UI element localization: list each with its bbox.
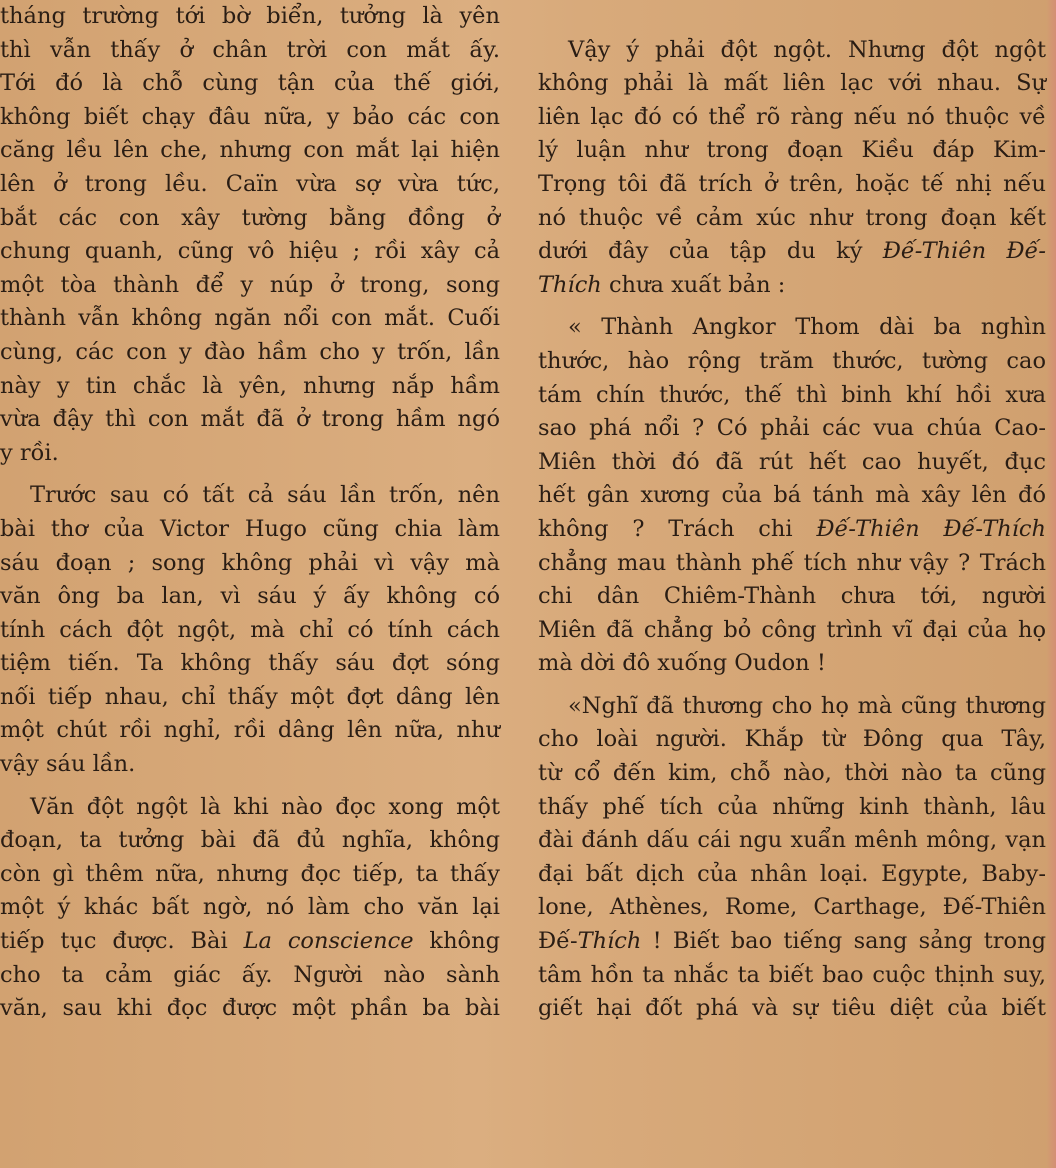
text-line: dưới đây của tập du ký Đế-Thiên Đế-	[538, 238, 1047, 265]
text-line: «Nghĩ đã thương cho họ mà cũng thương	[568, 692, 1046, 719]
text-line: đại bất dịch của nhân loại. Egypte, Baby-	[538, 860, 1046, 887]
text-line: thấy phế tích của những kinh thành, lâu	[538, 793, 1046, 820]
text-line: Tới đó là chỗ cùng tận của thế giới,	[0, 70, 500, 97]
text-line: thành vẫn không ngăn nổi con mắt. Cuối	[0, 305, 500, 332]
left-column	[0, 0, 500, 1026]
text-line: tiếp tục được. Bài La conscience không	[0, 928, 500, 955]
paragraph-gap	[0, 470, 500, 479]
paragraph-gap	[538, 302, 1046, 311]
text-line: chẳng mau thành phế tích như vậy ? Trách	[538, 549, 1046, 576]
text-line: tính cách đột ngột, mà chỉ có tính cách	[0, 616, 500, 643]
text-line: hết gân xương của bá tánh mà xây lên đó	[538, 482, 1046, 509]
text-line: không phải là mất liên lạc với nhau. Sự	[538, 70, 1046, 97]
text-line: một ý khác bất ngờ, nó làm cho văn lại	[0, 894, 500, 921]
text-line: Văn đột ngột là khi nào đọc xong một	[30, 793, 500, 820]
text-line: vừa đậy thì con mắt đã ở trong hầm ngó	[0, 406, 500, 433]
text-line: đài đánh dấu cái ngu xuẩn mênh mông, vạn	[538, 827, 1046, 854]
text-line: bắt các con xây tường bằng đồng ở	[0, 204, 500, 231]
text-line: lý luận như trong đoạn Kiều đáp Kim-	[538, 137, 1046, 164]
right-column	[538, 0, 1046, 1026]
text-line: y rồi.	[0, 439, 59, 466]
text-line: cho ta cảm giác ấy. Người nào sành	[0, 961, 500, 988]
text-line: này y tin chắc là yên, nhưng nắp hầm	[0, 372, 500, 399]
paragraph-gap	[0, 782, 500, 791]
text-line: thước, hào rộng trăm thước, tường cao	[538, 347, 1046, 374]
text-line: lone, Athènes, Rome, Carthage, Đế-Thiên	[538, 894, 1046, 921]
text-line: Đế-Thích ! Biết bao tiếng sang sảng trong	[538, 928, 1046, 955]
text-line: Miên đã chẳng bỏ công trình vĩ đại của họ	[538, 616, 1046, 643]
text-line: tháng trường tới bờ biển, tưởng là yên	[0, 3, 500, 29]
text-line: « Thành Angkor Thom dài ba nghìn	[568, 314, 1046, 341]
text-line: cùng, các con y đào hầm cho y trốn, lần	[0, 338, 500, 365]
paragraph-gap	[538, 681, 1046, 690]
text-line: nối tiếp nhau, chỉ thấy một đợt dâng lên	[0, 683, 500, 710]
text-line: văn, sau khi đọc được một phần ba bài	[0, 995, 500, 1022]
text-line: lên ở trong lều. Caïn vừa sợ vừa tức,	[0, 170, 500, 197]
text-line: Miên thời đó đã rút hết cao huyết, đục	[538, 448, 1046, 475]
text-line: chung quanh, cũng vô hiệu ; rồi xây cả	[0, 238, 500, 265]
text-line: không biết chạy đâu nữa, y bảo các con	[0, 103, 500, 130]
text-line: mà dời đô xuống Oudon !	[538, 650, 826, 677]
text-line: Trước sau có tất cả sáu lần trốn, nên	[30, 482, 500, 509]
text-line: thì vẫn thấy ở chân trời con mắt ấy.	[0, 36, 500, 63]
text-line: bài thơ của Victor Hugo cũng chia làm	[0, 515, 500, 542]
text-line: một tòa thành để y núp ở trong, song	[0, 271, 500, 298]
page-edge-tint	[1046, 0, 1056, 1168]
text-line: vậy sáu lần.	[0, 751, 136, 778]
text-line: sáu đoạn ; song không phải vì vậy mà	[0, 549, 500, 576]
text-line: văn ông ba lan, vì sáu ý ấy không có	[0, 583, 500, 610]
text-line: sao phá nổi ? Có phải các vua chúa Cao-	[538, 415, 1046, 442]
text-line: liên lạc đó có thể rõ ràng nếu nó thuộc về	[538, 103, 1046, 130]
text-line: Trọng tôi đã trích ở trên, hoặc tế nhị nếu	[538, 170, 1046, 197]
text-line	[538, 0, 1046, 34]
text-line: Thích chưa xuất bản :	[538, 271, 786, 298]
text-line: đoạn, ta tưởng bài đã đủ nghĩa, không	[0, 827, 500, 854]
text-line: tám chín thước, thế thì binh khí hồi xưa	[538, 381, 1046, 408]
text-line: chi dân Chiêm-Thành chưa tới, người	[538, 583, 1046, 610]
text-line: căng lều lên che, nhưng con mắt lại hiện	[0, 137, 500, 164]
text-line: tiệm tiến. Ta không thấy sáu đợt sóng	[0, 650, 500, 677]
text-line: giết hại đốt phá và sự tiêu diệt của biết	[538, 995, 1046, 1022]
text-line: tâm hồn ta nhắc ta biết bao cuộc thịnh suy,	[538, 961, 1046, 988]
text-line: không ? Trách chi Đế-Thiên Đế-Thích	[538, 515, 1046, 542]
text-line: cho loài người. Khắp từ Đông qua Tây,	[538, 726, 1046, 753]
text-line: còn gì thêm nữa, nhưng đọc tiếp, ta thấy	[0, 860, 500, 887]
text-line: một chút rồi nghỉ, rồi dâng lên nữa, như	[0, 717, 500, 744]
text-line: Vậy ý phải đột ngột. Nhưng đột ngột	[568, 36, 1046, 63]
text-line: nó thuộc về cảm xúc như trong đoạn kết	[538, 204, 1046, 231]
text-line: từ cổ đến kim, chỗ nào, thời nào ta cũng	[538, 760, 1046, 787]
